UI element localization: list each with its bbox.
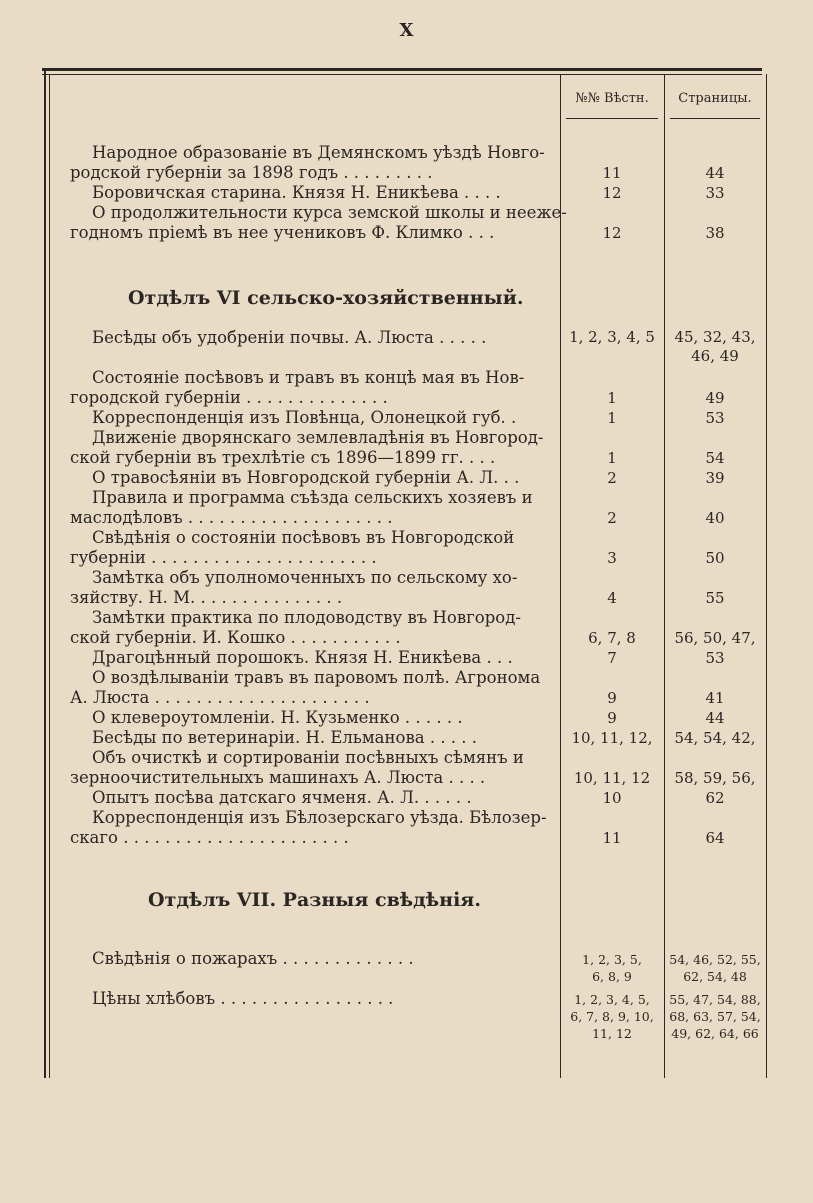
issue-numbers: 10, 11, 12: [573, 769, 651, 787]
issue-numbers: 2: [607, 509, 617, 527]
entry-title-line: маслодѣловъ . . . . . . . . . . . . . . . . . . . .: [70, 508, 393, 527]
page-numbers: 54: [705, 449, 725, 467]
entry-title-line: зяйству. Н. М. . . . . . . . . . . . . . .: [70, 588, 343, 607]
entry-title-line: О клевероутомленіи. Н. Кузьменко . . . . . .: [92, 708, 463, 727]
page-numbers: 64: [705, 829, 725, 847]
issue-numbers: 9: [607, 689, 617, 707]
page-numbers: 38: [705, 224, 725, 242]
entry-title-line: ской губерніи въ трехлѣтіе съ 1896—1899 гг. . . .: [70, 448, 496, 467]
issue-numbers: 3: [607, 549, 617, 567]
column-header-issues: №№ Вѣстн.: [575, 91, 649, 106]
entry-title-line: Правила и программа съѣзда сельскихъ хозяевъ и: [92, 488, 533, 507]
page-numbers: 40: [705, 509, 725, 527]
issue-numbers: 11: [602, 164, 622, 182]
issue-numbers: 1: [607, 449, 617, 467]
entry-title-line: Замѣтка объ уполномоченныхъ по сельскому хо-: [92, 568, 518, 587]
entry-title-line: Объ очисткѣ и сортированіи посѣвныхъ сѣмянъ и: [92, 748, 524, 767]
issue-numbers: 9: [607, 709, 617, 727]
column-header-pages: Страницы.: [678, 91, 752, 106]
header-rule: [670, 118, 760, 119]
entry-title-line: ской губерніи. И. Кошко . . . . . . . . . . .: [70, 628, 401, 647]
entry-title-line: Свѣдѣнія о состояніи посѣвовъ въ Новгородской: [92, 528, 515, 547]
page-numbers: 62, 54, 48: [683, 969, 747, 984]
entry-title-line: Боровичская старина. Князя Н. Еникѣева . . . .: [92, 183, 501, 202]
entry-title-line: Бесѣды по ветеринаріи. Н. Ельманова . . . . .: [92, 728, 478, 747]
top-rule: [42, 68, 762, 71]
issue-numbers: 1, 2, 3, 4, 5: [569, 328, 655, 346]
page-numbers: 39: [705, 469, 725, 487]
page-numbers: 44: [705, 709, 725, 727]
page-numbers: 56, 50, 47,: [674, 629, 756, 647]
entry-title-line: городской губерніи . . . . . . . . . . . . . .: [70, 388, 388, 407]
issue-numbers: 1, 2, 3, 5,: [582, 952, 642, 967]
entry-title-line: Состояніе посѣвовъ и травъ въ концѣ мая въ Нов-: [92, 368, 525, 387]
entry-title-line: Народное образованіе въ Демянскомъ уѣздѣ Новго-: [92, 143, 545, 162]
frame-line-outer: [44, 68, 46, 1078]
entry-title-line: губерніи . . . . . . . . . . . . . . . . . . . . . .: [70, 548, 377, 567]
page-number: X: [399, 20, 414, 41]
entry-title-line: А. Люста . . . . . . . . . . . . . . . . . . . . .: [70, 688, 370, 707]
entry-title-line: О травосѣяніи въ Новгородской губерніи А. Л. . .: [92, 468, 520, 487]
issue-numbers: 6, 7, 8: [588, 629, 636, 647]
issue-numbers: 12: [602, 184, 622, 202]
page-numbers: 53: [705, 409, 725, 427]
page-numbers: 33: [705, 184, 725, 202]
frame-line-right: [766, 74, 767, 1078]
page-numbers: 45, 32, 43, 46, 49: [674, 328, 756, 365]
page-numbers: 44: [705, 164, 725, 182]
entry-title-line: Замѣтки практика по плодоводству въ Новгород-: [92, 608, 521, 627]
issue-numbers: 7: [607, 649, 617, 667]
issue-numbers: 1: [607, 389, 617, 407]
entry-title-line: Корреспонденція изъ Бѣлозерскаго уѣзда. Бѣлозер-: [92, 808, 547, 827]
page-numbers: 50: [705, 549, 725, 567]
entry-title-line: О продолжительности курса земской школы и нееже-: [92, 203, 567, 222]
issue-numbers: 10, 11, 12,: [571, 729, 653, 747]
issue-numbers: 11, 12: [592, 1026, 632, 1041]
page-numbers: 55: [705, 589, 725, 607]
entry-title-line: О воздѣлываніи травъ въ паровомъ полѣ. Агронома: [92, 668, 541, 687]
page-numbers: 41: [705, 689, 725, 707]
page-numbers: 55, 47, 54, 88,: [669, 992, 761, 1007]
issue-numbers: 2: [607, 469, 617, 487]
section-heading: Отдѣлъ VII. Разныя свѣдѣнія.: [148, 889, 481, 911]
issue-numbers: 1, 2, 3, 4, 5,: [574, 992, 650, 1007]
entry-title-line: скаго . . . . . . . . . . . . . . . . . . . . . .: [70, 828, 349, 847]
entry-title-line: родской губерніи за 1898 годъ . . . . . . . . .: [70, 163, 433, 182]
section-heading: Отдѣлъ VI сельско-хозяйственный.: [128, 287, 524, 309]
issue-numbers: 10: [602, 789, 622, 807]
entry-title-line: Цѣны хлѣбовъ . . . . . . . . . . . . . . . . .: [92, 989, 394, 1008]
header-rule: [566, 118, 658, 119]
issue-numbers: 12: [602, 224, 622, 242]
page-numbers: 54, 54, 42,: [674, 729, 756, 747]
top-rule-thin: [42, 74, 762, 75]
issue-numbers: 4: [607, 589, 617, 607]
entry-title-line: Бесѣды объ удобреніи почвы. А. Люста . . . . .: [92, 328, 487, 347]
page-numbers: 54, 46, 52, 55,: [669, 952, 761, 967]
entry-title-line: Корреспонденція изъ Повѣнца, Олонецкой губ. .: [92, 408, 517, 427]
column-divider-pages: [664, 74, 665, 1078]
page-numbers: 58, 59, 56,: [674, 769, 756, 787]
entry-title-line: годномъ пріемѣ въ нее учениковъ Ф. Климко . . .: [70, 223, 495, 242]
issue-numbers: 6, 8, 9: [592, 969, 632, 984]
entry-title-line: Опытъ посѣва датскаго ячменя. А. Л. . . . . .: [92, 788, 472, 807]
page-numbers: 53: [705, 649, 725, 667]
entry-title-line: Драгоцѣнный порошокъ. Князя Н. Еникѣева . . .: [92, 648, 513, 667]
page-numbers: 68, 63, 57, 54,: [669, 1009, 761, 1024]
issue-numbers: 1: [607, 409, 617, 427]
entry-title-line: зерноочистительныхъ машинахъ А. Люста . . . .: [70, 768, 486, 787]
page-numbers: 49, 62, 64, 66: [671, 1026, 759, 1041]
issue-numbers: 6, 7, 8, 9, 10,: [570, 1009, 654, 1024]
frame-line-inner: [49, 74, 50, 1078]
issue-numbers: 11: [602, 829, 622, 847]
page-numbers: 62: [705, 789, 725, 807]
page-numbers: 49: [705, 389, 725, 407]
entry-title-line: Движеніе дворянскаго землевладѣнія въ Новгород-: [92, 428, 544, 447]
entry-title-line: Свѣдѣнія о пожарахъ . . . . . . . . . . . . .: [92, 949, 414, 968]
